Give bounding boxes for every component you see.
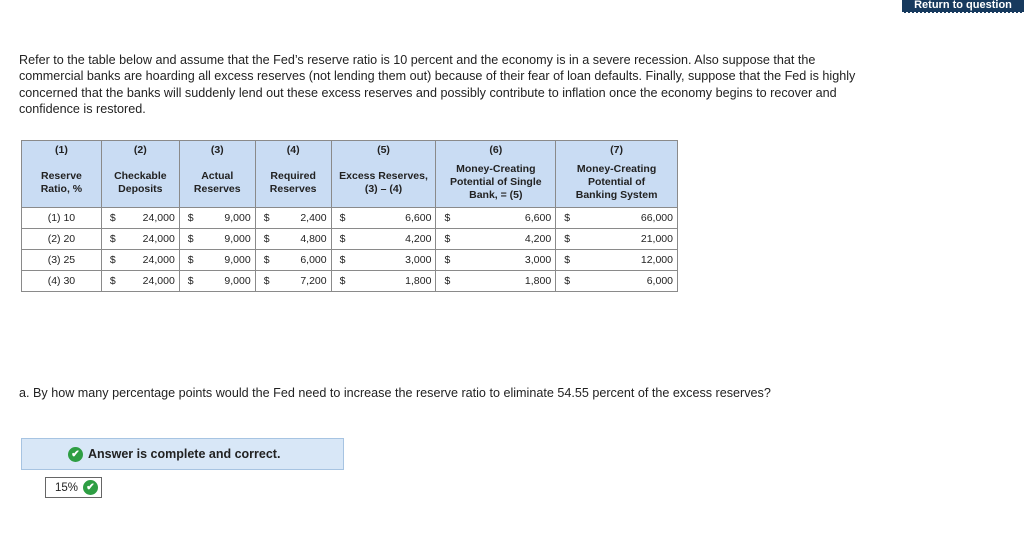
column-number: (1) [22, 141, 102, 159]
currency-symbol: $ [187, 275, 194, 287]
actual-value: 9,000 [224, 254, 251, 266]
actual-cell [179, 250, 255, 271]
excess-value: 4,200 [405, 233, 432, 245]
single-value: 1,800 [524, 275, 552, 287]
currency-symbol: $ [339, 275, 346, 287]
required-value: 4,800 [300, 233, 327, 245]
reserves-table [21, 140, 678, 292]
column-number: (3) [179, 141, 255, 159]
currency-symbol: $ [444, 233, 451, 245]
column-title [179, 158, 255, 208]
column-title [22, 158, 102, 208]
currency-symbol: $ [109, 275, 116, 287]
column-title-line: Reserve [41, 169, 82, 182]
column-title-line: Bank, = (5) [469, 189, 523, 201]
column-number: (4) [255, 141, 331, 159]
excess-cell [331, 208, 436, 229]
deposits-cell [101, 250, 179, 271]
system-value: 12,000 [640, 254, 673, 266]
problem-intro: Refer to the table below and assume that the Fed’s reserve ratio is 10 percent and the economy is in a severe recession. Also suppose that the commercial banks are hoarding all excess reserves (not lending them out) because of their fear of loan defaults. Finally, suppose that the Fed is highly concerned that the banks will suddenly lend out these excess reserves and possibly contribute to inflation once the economy begins to recover and confidence is restored. [19, 53, 856, 117]
table-row [22, 250, 678, 271]
actual-cell [179, 229, 255, 250]
system-value: 66,000 [640, 212, 673, 224]
table-row [22, 229, 678, 250]
single-value: 3,000 [524, 254, 552, 266]
currency-symbol: $ [339, 212, 346, 224]
required-value: 6,000 [300, 254, 327, 266]
check-circle-icon: ✔ [83, 480, 98, 495]
check-circle-icon: ✔ [68, 447, 83, 462]
deposits-value: 24,000 [142, 254, 175, 266]
column-title-line: Checkable [114, 169, 167, 182]
single-value: 6,600 [524, 212, 552, 224]
actual-cell [179, 208, 255, 229]
currency-symbol: $ [109, 254, 116, 266]
currency-symbol: $ [444, 212, 451, 224]
column-title [436, 158, 556, 208]
excess-value: 6,600 [405, 212, 432, 224]
header-number-row [22, 141, 678, 159]
column-title-line: Ratio, % [40, 182, 83, 195]
actual-cell [179, 271, 255, 292]
system-value: 6,000 [646, 275, 673, 287]
single-value: 4,200 [524, 233, 552, 245]
column-title [101, 158, 179, 208]
question-a: a. By how many percentage points would the Fed need to increase the reserve ratio to eliminate 54.55 percent of the excess reserves? [19, 386, 771, 400]
actual-value: 9,000 [224, 212, 251, 224]
column-title-line: Banking System [575, 189, 658, 201]
column-title [331, 158, 436, 208]
column-title [556, 158, 678, 208]
required-value: 7,200 [300, 275, 327, 287]
currency-symbol: $ [444, 254, 451, 266]
system-cell [556, 250, 678, 271]
currency-symbol: $ [187, 254, 194, 266]
column-number: (6) [436, 141, 556, 159]
required-cell [255, 208, 331, 229]
currency-symbol: $ [263, 254, 270, 266]
single-cell [436, 229, 556, 250]
reserve-ratio-cell: (4) 30 [22, 271, 102, 292]
column-title-line: Potential of Single [450, 176, 542, 188]
deposits-value: 24,000 [142, 212, 175, 224]
currency-symbol: $ [109, 212, 116, 224]
column-title-line: Money-Creating [576, 163, 657, 175]
system-cell [556, 208, 678, 229]
actual-value: 9,000 [224, 233, 251, 245]
excess-value: 3,000 [405, 254, 432, 266]
deposits-cell [101, 208, 179, 229]
currency-symbol: $ [109, 233, 116, 245]
single-cell [436, 250, 556, 271]
required-cell [255, 250, 331, 271]
table-row [22, 271, 678, 292]
column-title-line: Excess Reserves, [339, 169, 428, 182]
system-cell [556, 271, 678, 292]
required-value: 2,400 [300, 212, 327, 224]
currency-symbol: $ [263, 275, 270, 287]
column-number: (5) [331, 141, 436, 159]
column-title-line: Reserves [193, 182, 241, 195]
column-title-line: Actual [201, 169, 234, 182]
header-title-row [22, 158, 678, 208]
currency-symbol: $ [339, 233, 346, 245]
reserve-ratio-cell: (3) 25 [22, 250, 102, 271]
currency-symbol: $ [564, 212, 571, 224]
deposits-cell [101, 271, 179, 292]
column-title-line: (3) – (4) [364, 182, 403, 195]
deposits-value: 24,000 [142, 275, 175, 287]
reserve-ratio-cell: (2) 20 [22, 229, 102, 250]
table-row [22, 208, 678, 229]
column-title-line: Required [270, 169, 316, 182]
deposits-value: 24,000 [142, 233, 175, 245]
single-cell [436, 208, 556, 229]
answer-status-box [21, 438, 344, 470]
single-cell [436, 271, 556, 292]
column-title-line: Deposits [118, 182, 163, 195]
currency-symbol: $ [263, 233, 270, 245]
system-value: 21,000 [640, 233, 673, 245]
currency-symbol: $ [564, 233, 571, 245]
answer-field[interactable] [45, 477, 102, 498]
currency-symbol: $ [444, 275, 451, 287]
answer-value: 15% [55, 481, 79, 494]
currency-symbol: $ [187, 212, 194, 224]
required-cell [255, 271, 331, 292]
column-title-line: Reserves [269, 182, 317, 195]
column-number: (2) [101, 141, 179, 159]
required-cell [255, 229, 331, 250]
currency-symbol: $ [187, 233, 194, 245]
currency-symbol: $ [263, 212, 270, 224]
column-title-line: Potential of [588, 176, 646, 188]
column-title-line: Money-Creating [456, 163, 536, 175]
column-title [255, 158, 331, 208]
currency-symbol: $ [564, 254, 571, 266]
excess-cell [331, 271, 436, 292]
excess-cell [331, 250, 436, 271]
excess-cell [331, 229, 436, 250]
deposits-cell [101, 229, 179, 250]
column-number: (7) [556, 141, 678, 159]
excess-value: 1,800 [405, 275, 432, 287]
currency-symbol: $ [564, 275, 571, 287]
currency-symbol: $ [339, 254, 346, 266]
actual-value: 9,000 [224, 275, 251, 287]
return-to-question-button[interactable]: Return to question [902, 0, 1024, 13]
reserve-ratio-cell: (1) 10 [22, 208, 102, 229]
answer-status-text: Answer is complete and correct. [88, 447, 281, 461]
system-cell [556, 229, 678, 250]
